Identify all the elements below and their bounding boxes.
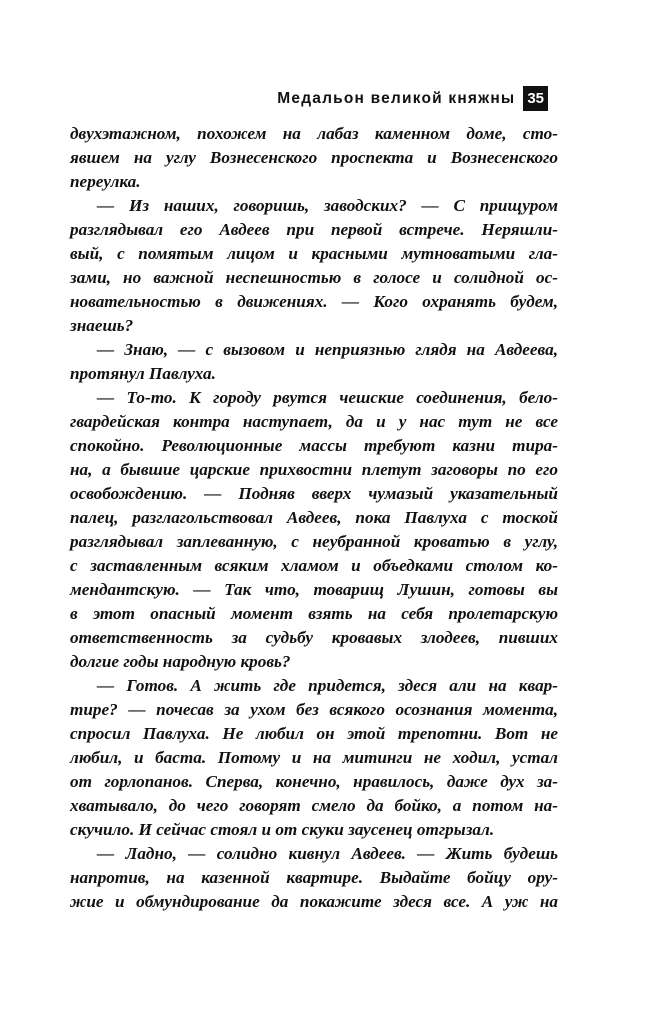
text-line: на, а бывшие царские прихвостни плетут заговоры по его (70, 460, 558, 479)
text-line: протянул Павлуха. (70, 364, 216, 383)
text-line: в этот опасный момент взять на себя пролетарскую (70, 604, 558, 623)
text-line: знаешь? (70, 316, 134, 335)
text-line: любил, и баста. Потому и на митинги не ходил, устал (70, 748, 558, 767)
text-line: — Готов. А жить где придется, здеся али на квар- (97, 676, 558, 695)
text-line: спросил Павлуха. Не любил он этой трепотни. Вот не (70, 724, 558, 743)
text-line: новательностью в движениях. — Кого охранять будем, (70, 292, 558, 311)
text-line: ответственность за судьбу кровавых злодеев, пивших (70, 628, 558, 647)
text-line: — То-то. К городу рвутся чешские соединения, бело- (97, 388, 558, 407)
text-line: тире? — почесав за ухом без всякого осознания момента, (70, 700, 558, 719)
page-number: 35 (523, 86, 548, 111)
text-line: хватывало, до чего говорят смело да бойко, а потом на- (70, 796, 558, 815)
running-title: Медальон великой княжны (277, 89, 516, 107)
text-line: долгие годы народную кровь? (70, 652, 291, 671)
text-line: спокойно. Революционные массы требуют казни тира- (70, 436, 558, 455)
text-line: переулка. (70, 172, 141, 191)
text-line: гвардейская контра наступает, да и у нас тут не все (70, 412, 558, 431)
text-line: с заставленным всяким хламом и объедками столом ко- (70, 556, 558, 575)
text-line: вый, с помятым лицом и красными мутноватыми гла- (70, 244, 558, 263)
body-text (70, 122, 558, 914)
text-line: — Ладно, — солидно кивнул Авдеев. — Жить будешь (97, 844, 558, 863)
text-line: — Из наших, говоришь, заводских? — С прищуром (97, 196, 558, 215)
text-line: разглядывал его Авдеев при первой встрече. Неряшли- (70, 220, 558, 239)
running-header (277, 86, 548, 111)
text-line: явшем на углу Вознесенского проспекта и Вознесенского (70, 148, 558, 167)
text-line: скучило. И сейчас стоял и от скуки заусенец отгрызал. (70, 820, 495, 839)
text-line: палец, разглагольствовал Авдеев, пока Павлуха с тоской (70, 508, 558, 527)
text-line: — Знаю, — с вызовом и неприязнью глядя на Авдеева, (97, 340, 558, 359)
text-line: зами, но важной неспешностью в голосе и солидной ос- (70, 268, 558, 287)
text-line: жие и обмундирование да покажите здеся все. А уж на (70, 892, 558, 911)
text-line: двухэтажном, похожем на лабаз каменном доме, сто- (70, 124, 558, 143)
text-line: напротив, на казенной квартире. Выдайте бойцу ору- (70, 868, 558, 887)
text-line: от горлопанов. Сперва, конечно, нравилось, даже дух за- (70, 772, 558, 791)
text-line: разглядывал заплеванную, с неубранной кроватью в углу, (70, 532, 558, 551)
text-line: мендантскую. — Так что, товарищ Лушин, готовы вы (70, 580, 558, 599)
text-line: освобождению. — Подняв вверх чумазый указательный (70, 484, 558, 503)
